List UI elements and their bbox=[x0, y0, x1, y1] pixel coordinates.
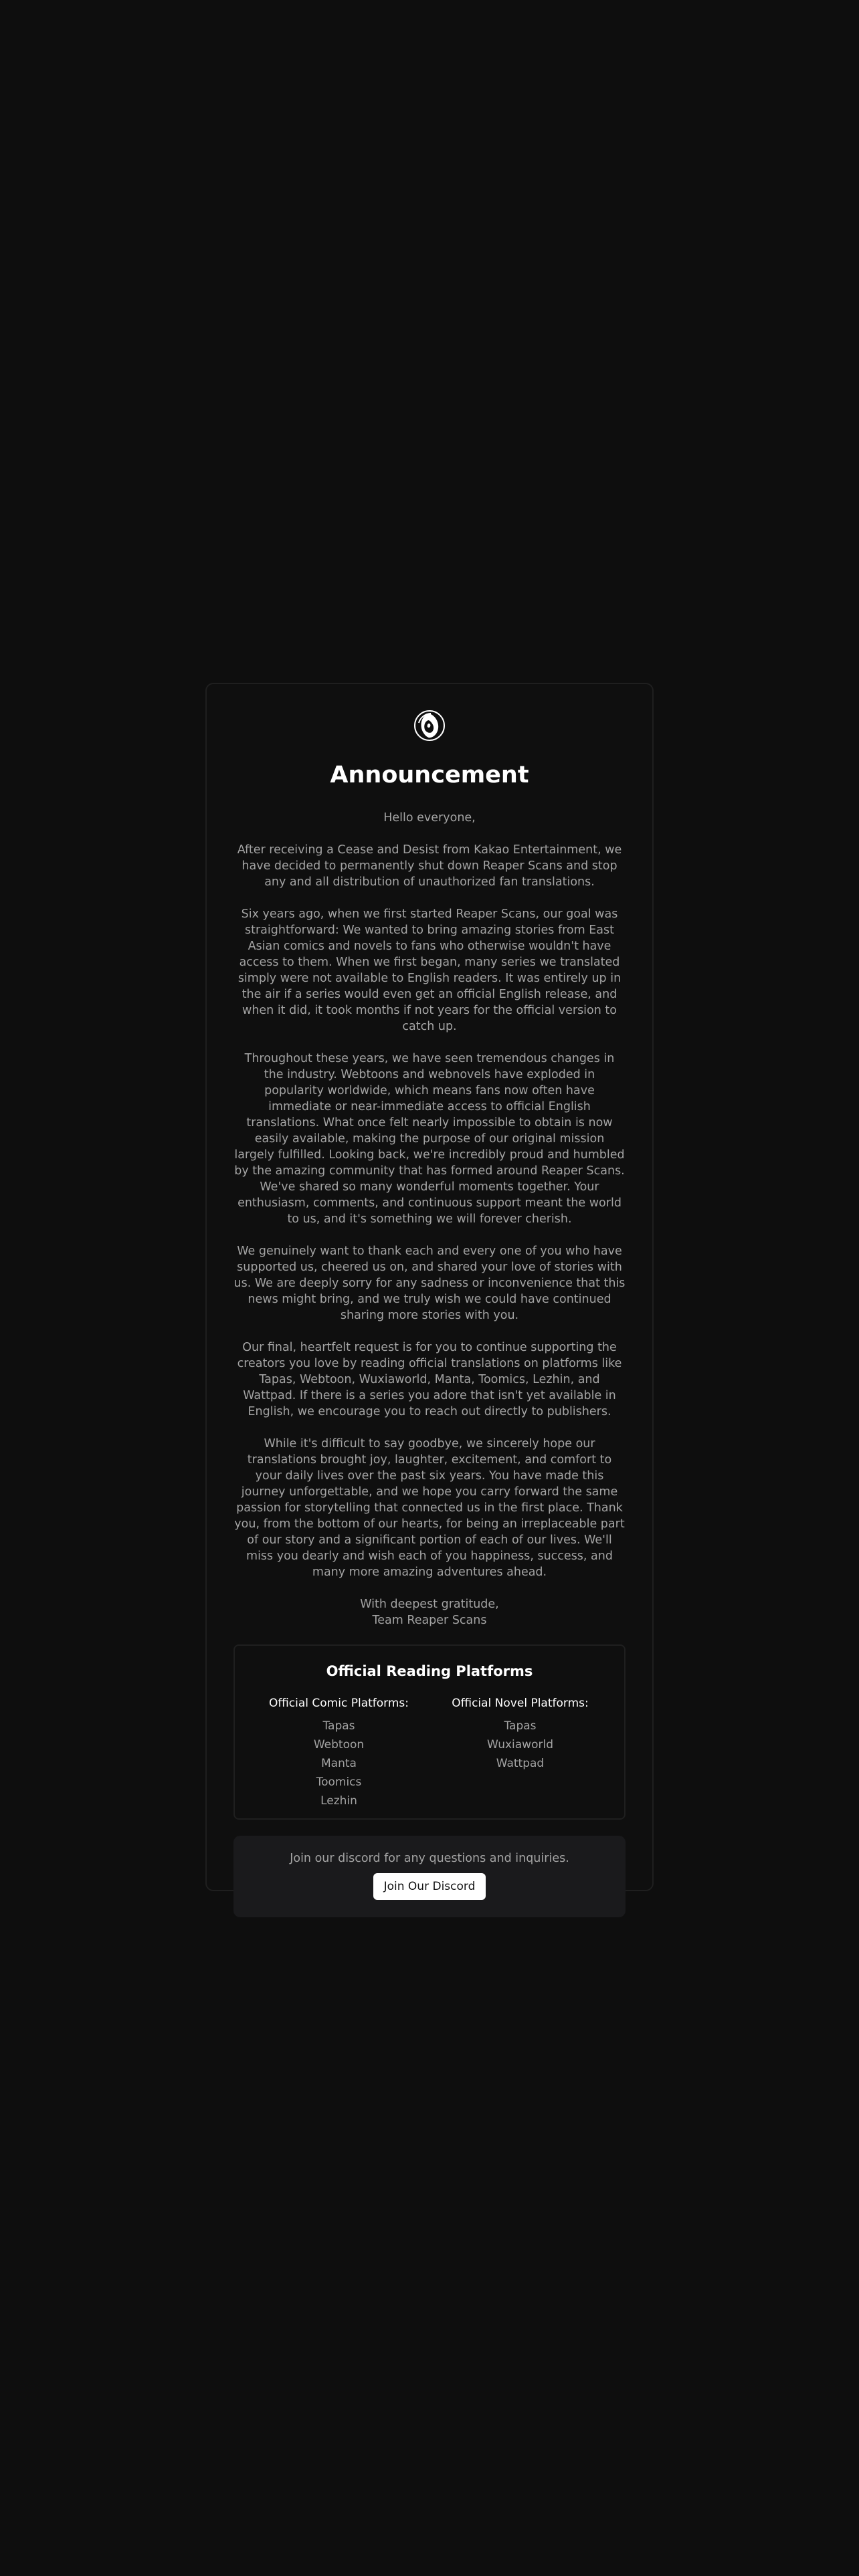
comic-platforms-column bbox=[248, 1695, 430, 1810]
reaper-logo-icon bbox=[413, 710, 446, 742]
announcement-paragraph: After receiving a Cease and Desist from Kakao Entertainment, we have decided to permanently shut down Reaper Scans and stop any and all distribution of unauthorized fan translations. bbox=[237, 843, 622, 889]
greeting-text: Hello everyone, bbox=[383, 811, 476, 825]
list-item: Webtoon bbox=[313, 1738, 365, 1751]
comic-platforms-title: Official Comic Platforms: bbox=[268, 1697, 409, 1710]
announcement-paragraph: Six years ago, when we first started Reaper Scans, our goal was straightforward: We wanted to bring amazing stories from East Asian comics and novels to fans who otherwise wouldn't have access to them. When we first began, many series we translated simply were not available to English readers. It was entirely up in the air if a series would even get an official English release, and when it did, it took months if not years for the official version to catch up. bbox=[237, 907, 622, 1033]
announcement-card bbox=[205, 683, 654, 1891]
announcement-paragraph: Throughout these years, we have seen tremendous changes in the industry. Webtoons and webnovels have exploded in popularity worldwide, which means fans now often have immediate or near-immediate access to official English translations. What once felt nearly impossible to obtain is now easily available, making the purpose of our original mission largely fulfilled. Looking back, we're incredibly proud and humbled by the amazing community that has formed around Reaper Scans. We've shared so many wonderful moments together. Your enthusiasm, comments, and continuous support meant the world to us, and it's something we will forever cherish. bbox=[234, 1052, 625, 1226]
announcement-paragraph: We genuinely want to thank each and every one of you who have supported us, cheered us on, and shared your love of stories with us. We are deeply sorry for any sadness or inconvenience that this news might bring, and we truly wish we could have continued sharing more stories with you. bbox=[233, 1245, 626, 1322]
list-item: Wuxiaworld bbox=[487, 1738, 553, 1751]
platform-columns bbox=[248, 1695, 611, 1810]
list-item: Lezhin bbox=[320, 1794, 357, 1808]
novel-platforms-column bbox=[430, 1695, 611, 1810]
signoff-team: Team Reaper Scans bbox=[372, 1614, 487, 1627]
novel-platforms-title: Official Novel Platforms: bbox=[452, 1697, 589, 1710]
official-platforms-box bbox=[233, 1644, 626, 1820]
page-title: Announcement bbox=[330, 762, 529, 788]
platforms-title: Official Reading Platforms bbox=[326, 1663, 533, 1679]
signoff-line: With deepest gratitude, bbox=[360, 1598, 499, 1611]
signoff bbox=[233, 1596, 626, 1628]
announcement-paragraph: Our final, heartfelt request is for you to continue supporting the creators you love by reading official translations on platforms like Tapas, Webtoon, Wuxiaworld, Manta, Toomics, Lezhin, and Wattpad. If there is a series you adore that isn't yet available in English, we encourage you to reach out directly to publishers. bbox=[237, 1341, 622, 1418]
discord-box bbox=[233, 1836, 626, 1917]
announcement-paragraph: While it's difficult to say goodbye, we sincerely hope our translations brought joy, laughter, excitement, and comfort to your daily lives over the past six years. You have made this journey unforgettable, and we hope you carry forward the same passion for storytelling that connected us in the first place. Thank you, from the bottom of our hearts, for being an irreplaceable part of our story and a significant portion of each of our lives. We'll miss you dearly and wish each of you happiness, success, and many more amazing adventures ahead. bbox=[234, 1437, 625, 1579]
list-item: Wattpad bbox=[496, 1757, 545, 1770]
list-item: Tapas bbox=[322, 1719, 355, 1733]
list-item: Manta bbox=[321, 1757, 357, 1770]
discord-text: Join our discord for any questions and inquiries. bbox=[290, 1852, 569, 1865]
list-item: Toomics bbox=[316, 1776, 362, 1789]
list-item: Tapas bbox=[504, 1719, 537, 1733]
join-discord-button[interactable]: Join Our Discord bbox=[373, 1873, 486, 1900]
